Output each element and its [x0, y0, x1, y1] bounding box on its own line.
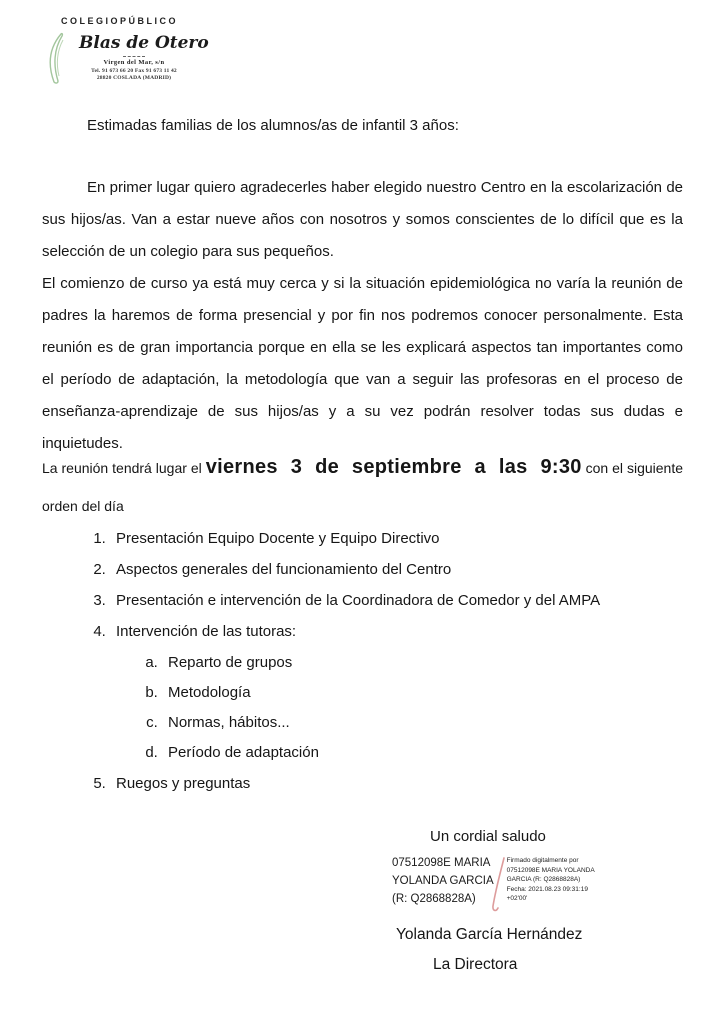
agenda-subitem-b: b. Metodología — [162, 683, 683, 703]
school-address: Virgen del Mar, s/n — [103, 59, 165, 66]
signature-detail-line-3: GARCIA (R: Q2868828A) — [506, 876, 581, 883]
school-type-word-1: COLEGIO — [61, 16, 121, 26]
agenda-item-2: 2. Aspectos generales del funcionamiento del Centro — [110, 560, 683, 580]
farewell-line: Un cordial saludo — [430, 828, 546, 845]
agenda-subitem-d: d. Período de adaptación — [162, 743, 683, 763]
handwritten-signature-stroke — [490, 856, 506, 916]
letter-body — [42, 110, 683, 805]
agenda-item-4-label: Intervención de las tutoras: — [116, 623, 297, 640]
leaf-logo-icon — [45, 31, 75, 87]
signer-role: La Directora — [433, 956, 518, 973]
letterhead-divider — [123, 56, 145, 57]
signature-subject-line-2: YOLANDA GARCIA — [392, 875, 494, 887]
meeting-datetime: viernes 3 de septiembre a las 9:30 — [205, 456, 582, 478]
meeting-announcement-suffix: con el siguiente orden del día — [42, 460, 684, 514]
paragraph-intro: En primer lugar quiero agradecerles haber elegido nuestro Centro en la escolarización de sus hijos/as. Van a estar nueve años con nosotros y somos conscientes de lo difícil que es la selección de un colegio para sus pequeños. — [42, 179, 683, 260]
school-name: Blas de Otero — [79, 33, 209, 53]
school-letterhead — [45, 16, 209, 87]
signature-detail-line-2: 07512098E MARIA YOLANDA — [506, 866, 595, 874]
signer-name: Yolanda García Hernández — [396, 926, 583, 943]
meeting-announcement-prefix: La reunión tendrá lugar el — [42, 460, 206, 476]
school-city: 28820 COSLADA (MADRID) — [96, 75, 172, 81]
agenda-sublist — [116, 653, 683, 763]
digital-signature-block — [392, 854, 609, 916]
agenda-subitem-c: c. Normas, hábitos... — [162, 713, 683, 733]
paragraph-meeting-info: El comienzo de curso ya está muy cerca y si la situación epidemiológica no varía la reunión de padres la haremos de forma presencial y por fin nos podremos conocer personalmente. Esta reunión es de gran importancia porque en ella se les explicará aspectos tan importantes como el período de adaptación, la metodología que van a seguir las profesoras en el proceso de enseñanza-aprendizaje de sus hijos/as y a su vez podrán resolver todas sus dudas e inquietudes. — [42, 275, 683, 452]
agenda-item-5: 5. Ruegos y preguntas — [110, 774, 683, 794]
meeting-announcement — [42, 448, 683, 525]
school-type-word-2: PÚBLICO — [120, 16, 179, 26]
agenda-subitem-a: a. Reparto de grupos — [162, 653, 683, 673]
agenda-list — [42, 529, 683, 794]
signature-detail-line-4: Fecha: 2021.08.23 09:31:19 — [506, 885, 588, 893]
agenda-item-4 — [110, 622, 683, 763]
agenda-item-3: 3. Presentación e intervención de la Coordinadora de Comedor y del AMPA — [110, 591, 683, 611]
salutation: Estimadas familias de los alumnos/as de infantil 3 años: — [87, 117, 459, 134]
signature-subject — [392, 854, 494, 908]
signature-subject-line-1: 07512098E MARIA — [392, 857, 491, 869]
signature-subject-line-3: (R: Q2868828A) — [392, 893, 476, 905]
school-phone-fax: Tel. 91 673 66 20 Fax 91 673 11 42 — [91, 67, 177, 74]
signature-detail-line-1: Firmado digitalmente por — [506, 857, 579, 864]
signature-details — [507, 854, 609, 904]
agenda-item-1: 1. Presentación Equipo Docente y Equipo Directivo — [110, 529, 683, 549]
signature-detail-line-5: +02'00' — [506, 895, 528, 902]
school-type-line — [61, 16, 179, 26]
